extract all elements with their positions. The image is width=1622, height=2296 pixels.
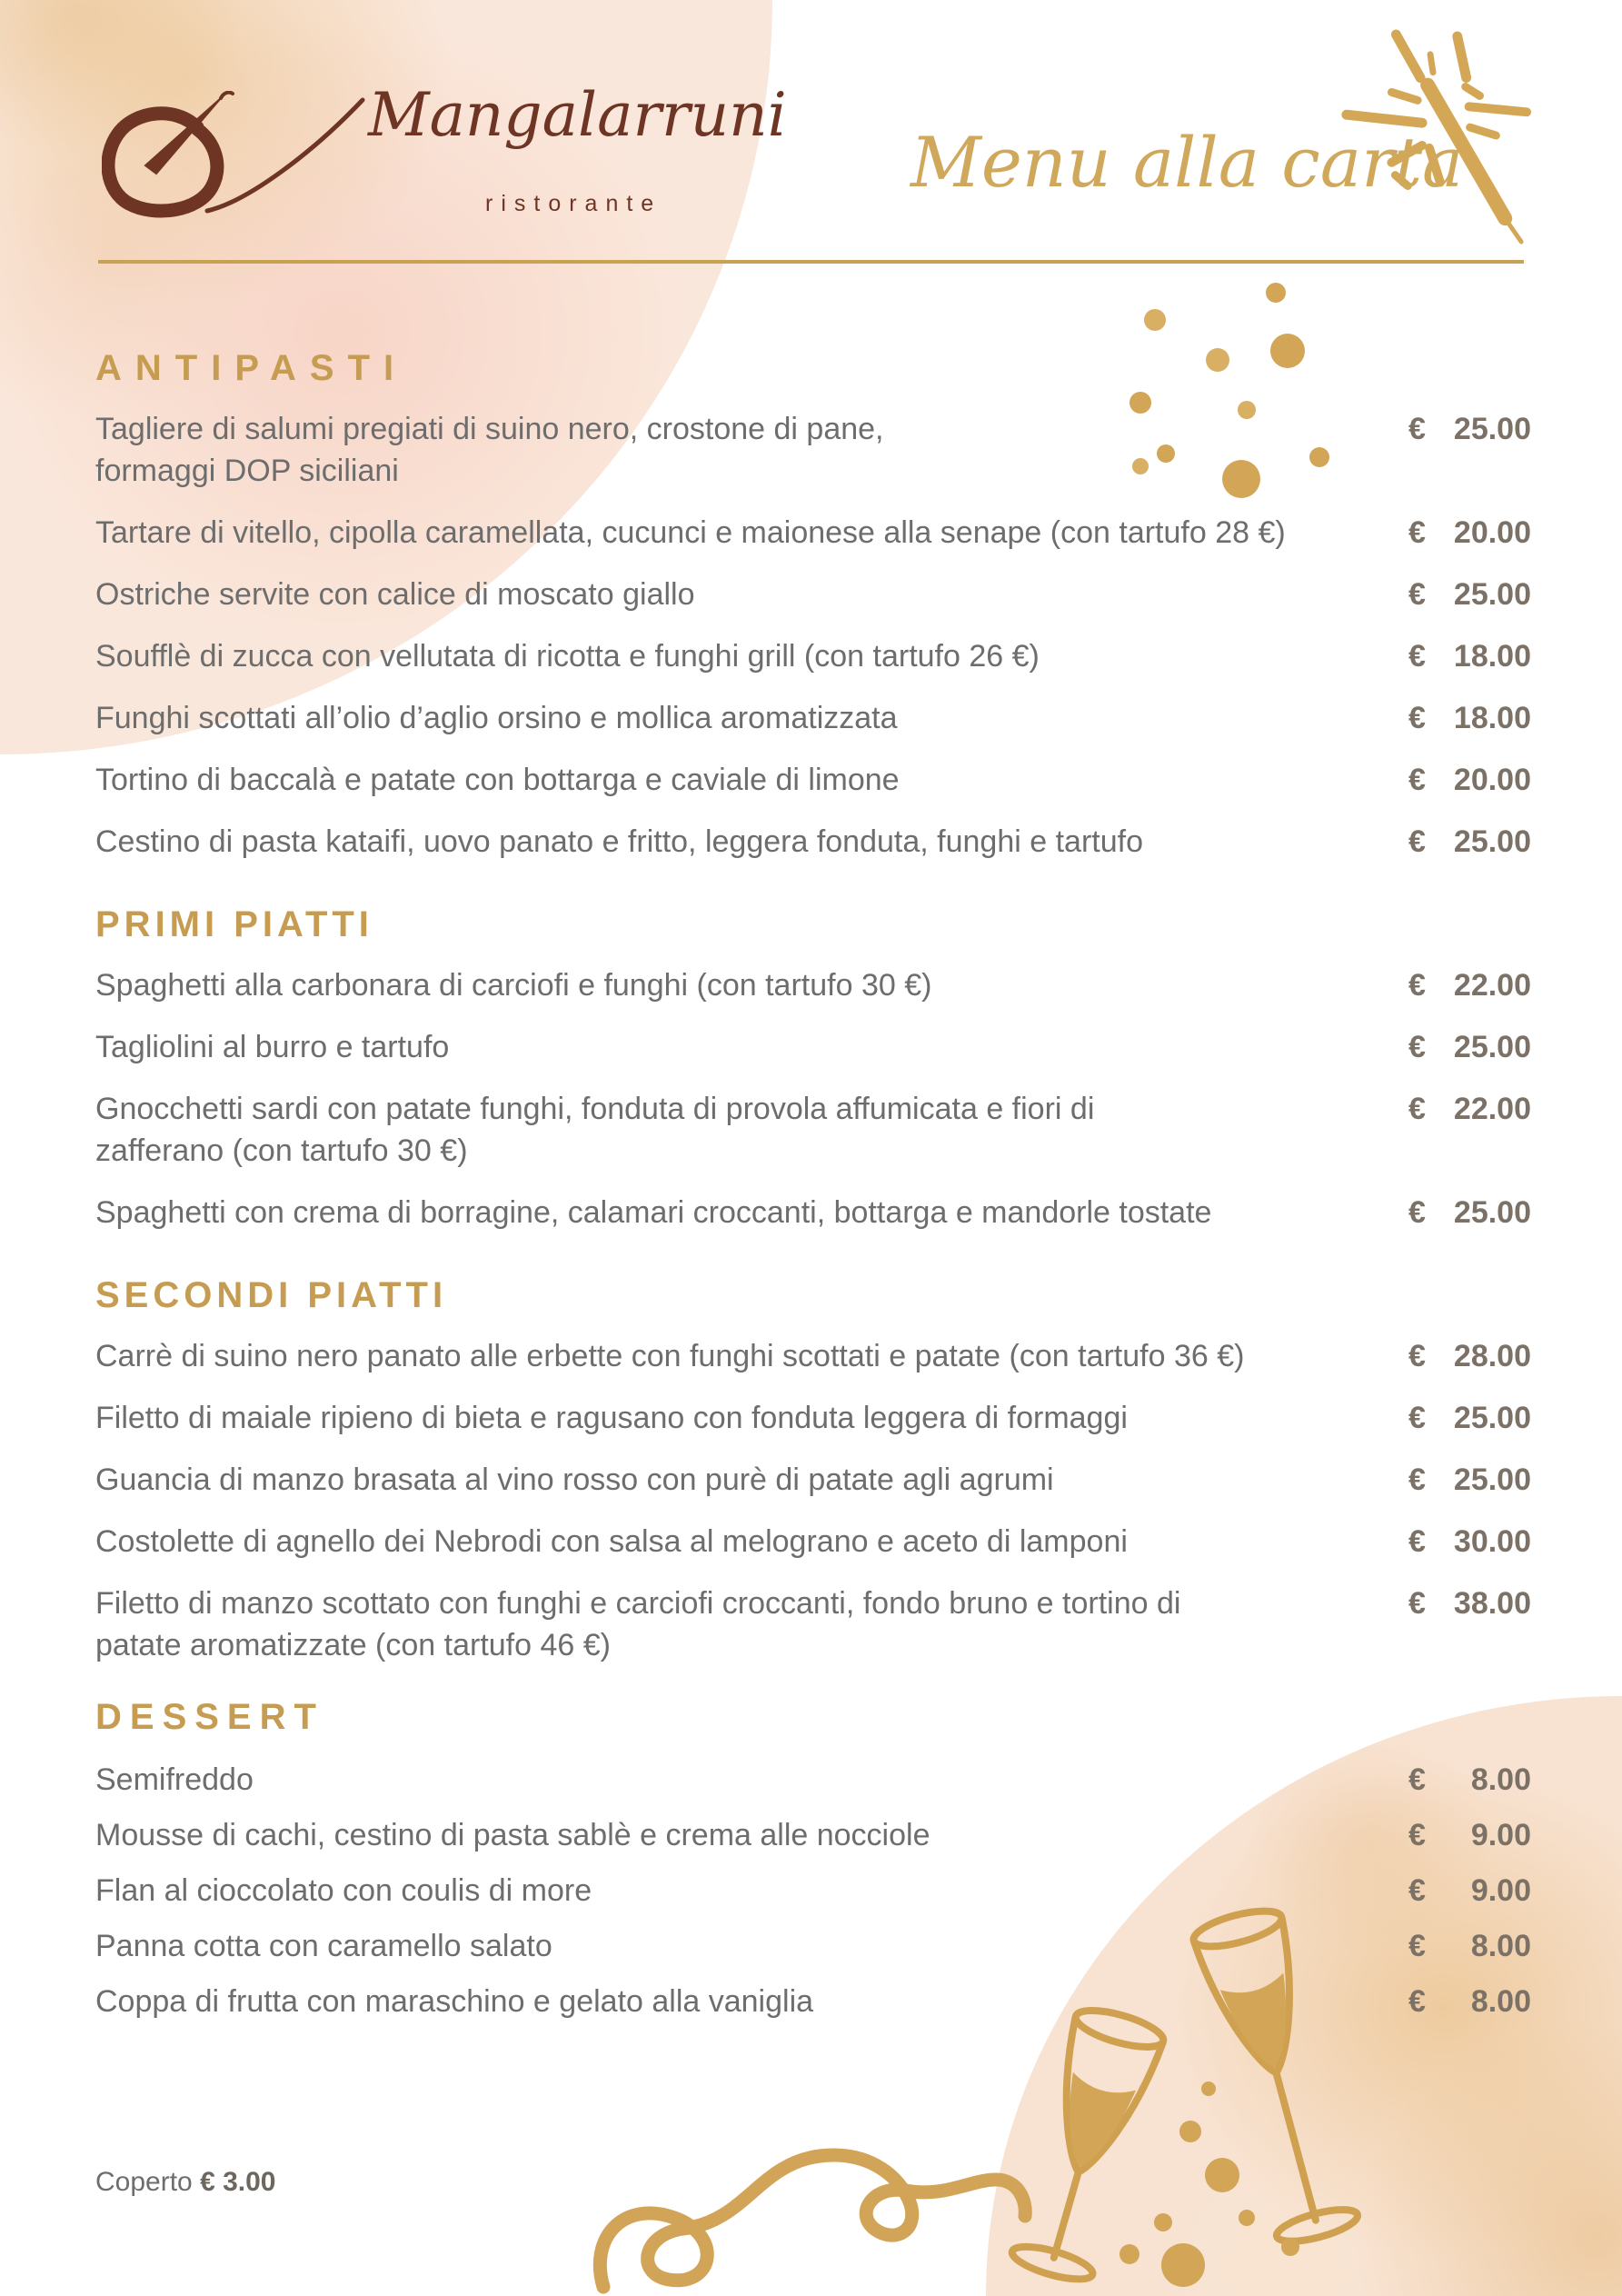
item-price — [1408, 1759, 1531, 1801]
price-amount: 9.00 — [1470, 1818, 1531, 1852]
currency-symbol: € — [1408, 1929, 1426, 1963]
price-amount: 8.00 — [1470, 1762, 1531, 1797]
item-text-line: Spaghetti alla carbonara di carciofi e funghi (con tartufo 30 €) — [95, 968, 932, 1003]
menu-item — [95, 574, 1531, 615]
item-name — [95, 759, 1408, 801]
currency-symbol: € — [1408, 1092, 1426, 1126]
currency-symbol: € — [1408, 515, 1426, 550]
menu-item — [95, 1459, 1531, 1501]
brand-subtitle: ristorante — [485, 191, 662, 216]
item-price — [1408, 1397, 1531, 1439]
price-amount: 20.00 — [1453, 515, 1531, 550]
currency-symbol: € — [1408, 1984, 1426, 2019]
item-price — [1408, 759, 1531, 801]
currency-symbol: € — [1408, 701, 1426, 735]
currency-symbol: € — [1408, 824, 1426, 859]
price-amount: 25.00 — [1453, 1462, 1531, 1497]
item-text-line: Coppa di frutta con maraschino e gelato alla vaniglia — [95, 1984, 814, 2019]
item-price — [1408, 1459, 1531, 1501]
price-amount: 9.00 — [1470, 1873, 1531, 1908]
price-amount: 8.00 — [1470, 1984, 1531, 2019]
item-price — [1408, 1026, 1531, 1068]
item-price — [1408, 512, 1531, 554]
menu-sections — [95, 0, 1531, 2022]
item-name — [95, 512, 1408, 554]
menu-item — [95, 759, 1531, 801]
item-text-line: Flan al cioccolato con coulis di more — [95, 1873, 592, 1908]
menu-item — [95, 1397, 1531, 1439]
item-price — [1408, 1925, 1531, 1967]
currency-symbol: € — [1408, 1030, 1426, 1064]
item-price — [1408, 1192, 1531, 1233]
cover-charge-note — [95, 2167, 276, 2198]
item-name — [95, 1397, 1408, 1439]
item-price — [1408, 1582, 1531, 1624]
currency-symbol: € — [1408, 1524, 1426, 1559]
item-text-line: Tagliere di salumi pregiati di suino nero, crostone di pane, — [95, 412, 884, 446]
item-text-line: Costolette di agnello dei Nebrodi con salsa al melograno e aceto di lamponi — [95, 1524, 1128, 1559]
menu-item — [95, 1335, 1531, 1377]
item-price — [1408, 821, 1531, 863]
menu-item — [95, 1088, 1531, 1172]
price-amount: 25.00 — [1453, 412, 1531, 446]
price-amount: 25.00 — [1453, 1030, 1531, 1064]
menu-section-primi — [95, 904, 1531, 1233]
item-name — [95, 1981, 1408, 2022]
menu-item — [95, 1192, 1531, 1233]
item-text-line: zafferano (con tartufo 30 €) — [95, 1133, 468, 1168]
price-amount: 25.00 — [1453, 824, 1531, 859]
menu-item — [95, 697, 1531, 739]
currency-symbol: € — [1408, 968, 1426, 1003]
item-name — [95, 1582, 1408, 1666]
currency-symbol: € — [1408, 639, 1426, 674]
item-text-line: patate aromatizzate (con tartufo 46 €) — [95, 1628, 611, 1662]
menu-item — [95, 408, 1531, 492]
item-price — [1408, 635, 1531, 677]
menu-item — [95, 1981, 1531, 2022]
item-text-line: Funghi scottati all’olio d’aglio orsino e mollica aromatizzata — [95, 701, 898, 735]
item-price — [1408, 1870, 1531, 1912]
currency-symbol: € — [1408, 763, 1426, 797]
item-name — [95, 1925, 1408, 1967]
item-name — [95, 1459, 1408, 1501]
item-text-line: Semifreddo — [95, 1762, 254, 1797]
price-amount: 22.00 — [1453, 1092, 1531, 1126]
price-amount: 28.00 — [1453, 1339, 1531, 1373]
menu-item — [95, 512, 1531, 554]
item-text-line: formaggi DOP siciliani — [95, 454, 399, 488]
item-name — [95, 964, 1408, 1006]
menu-item — [95, 1582, 1531, 1666]
menu-item — [95, 1521, 1531, 1562]
item-text-line: Spaghetti con crema di borragine, calamari croccanti, bottarga e mandorle tostate — [95, 1195, 1212, 1230]
item-price — [1408, 1521, 1531, 1562]
item-name — [95, 1335, 1408, 1377]
item-text-line: Filetto di manzo scottato con funghi e carciofi croccanti, fondo bruno e tortino di — [95, 1586, 1181, 1621]
item-name — [95, 635, 1408, 677]
menu-item — [95, 1759, 1531, 1801]
page-title: Menu alla carta — [911, 122, 1464, 203]
currency-symbol: € — [1408, 1401, 1426, 1435]
item-name — [95, 821, 1408, 863]
price-amount: 18.00 — [1453, 701, 1531, 735]
item-text-line: Tartare di vitello, cipolla caramellata, cucunci e maionese alla senape (con tartufo 28 €) — [95, 515, 1286, 550]
price-amount: 30.00 — [1453, 1524, 1531, 1559]
item-price — [1408, 574, 1531, 615]
price-amount: 8.00 — [1470, 1929, 1531, 1963]
currency-symbol: € — [1408, 1462, 1426, 1497]
menu-item — [95, 635, 1531, 677]
item-name — [95, 1521, 1408, 1562]
section-title-dessert: DESSERT — [95, 1697, 324, 1737]
section-title-primi: PRIMI PIATTI — [95, 904, 373, 944]
currency-symbol: € — [1408, 1195, 1426, 1230]
item-text-line: Filetto di maiale ripieno di bieta e ragusano con fonduta leggera di formaggi — [95, 1401, 1128, 1435]
currency-symbol: € — [1408, 412, 1426, 446]
item-price — [1408, 1981, 1531, 2022]
price-amount: 25.00 — [1453, 1195, 1531, 1230]
item-name — [95, 1088, 1408, 1172]
item-name — [95, 1759, 1408, 1801]
item-name — [95, 574, 1408, 615]
item-price — [1408, 964, 1531, 1006]
price-amount: 25.00 — [1453, 1401, 1531, 1435]
section-title-antipasti: ANTIPASTI — [95, 348, 408, 388]
price-amount: 20.00 — [1453, 763, 1531, 797]
menu-item — [95, 1814, 1531, 1856]
price-amount: 38.00 — [1453, 1586, 1531, 1621]
item-text-line: Soufflè di zucca con vellutata di ricotta e funghi grill (con tartufo 26 €) — [95, 639, 1040, 674]
menu-section-secondi — [95, 1275, 1531, 1666]
item-text-line: Cestino di pasta kataifi, uovo panato e fritto, leggera fonduta, funghi e tartufo — [95, 824, 1143, 859]
item-price — [1408, 1335, 1531, 1377]
item-text-line: Tortino di baccalà e patate con bottarga e caviale di limone — [95, 763, 900, 797]
item-name — [95, 1814, 1408, 1856]
item-text-line: Gnocchetti sardi con patate funghi, fonduta di provola affumicata e fiori di — [95, 1092, 1095, 1126]
item-text-line: Guancia di manzo brasata al vino rosso con purè di patate agli agrumi — [95, 1462, 1054, 1497]
item-price — [1408, 697, 1531, 739]
item-text-line: Mousse di cachi, cestino di pasta sablè e crema alle nocciole — [95, 1818, 930, 1852]
menu-item — [95, 1925, 1531, 1967]
currency-symbol: € — [1408, 1762, 1426, 1797]
item-price — [1408, 1814, 1531, 1856]
menu-item — [95, 821, 1531, 863]
currency-symbol: € — [1408, 1586, 1426, 1621]
menu-item — [95, 1870, 1531, 1912]
item-name — [95, 1026, 1408, 1068]
item-name — [95, 1192, 1408, 1233]
item-price — [1408, 408, 1531, 450]
item-text-line: Ostriche servite con calice di moscato giallo — [95, 577, 695, 612]
item-name — [95, 697, 1408, 739]
section-title-secondi: SECONDI PIATTI — [95, 1275, 448, 1315]
item-text-line: Panna cotta con caramello salato — [95, 1929, 552, 1963]
menu-section-antipasti — [95, 348, 1531, 863]
brand-name: Mangalarruni — [368, 80, 787, 150]
currency-symbol: € — [1408, 1339, 1426, 1373]
cover-charge-label: Coperto — [95, 2167, 193, 2197]
price-amount: 25.00 — [1453, 577, 1531, 612]
item-name — [95, 1870, 1408, 1912]
item-text-line: Carrè di suino nero panato alle erbette con funghi scottati e patate (con tartufo 36 €) — [95, 1339, 1245, 1373]
item-text-line: Tagliolini al burro e tartufo — [95, 1030, 450, 1064]
menu-item — [95, 964, 1531, 1006]
currency-symbol: € — [1408, 1873, 1426, 1908]
menu-section-dessert — [95, 1697, 1531, 2022]
currency-symbol: € — [1408, 1818, 1426, 1852]
currency-symbol: € — [1408, 577, 1426, 612]
cover-charge-price: € 3.00 — [200, 2167, 276, 2197]
price-amount: 18.00 — [1453, 639, 1531, 674]
price-amount: 22.00 — [1453, 968, 1531, 1003]
streamer-icon — [563, 2136, 1054, 2296]
item-name — [95, 408, 1408, 492]
item-price — [1408, 1088, 1531, 1130]
menu-item — [95, 1026, 1531, 1068]
